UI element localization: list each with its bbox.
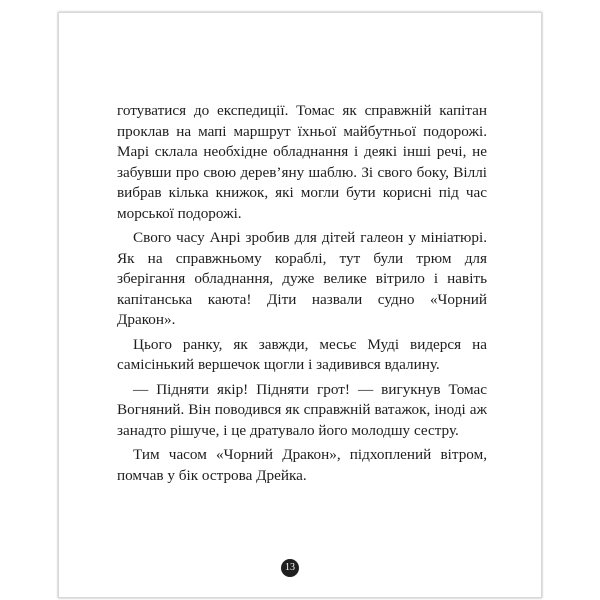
paragraph-4: — Підняти якір! Підняти грот! — вигукнув Томас Вогняний. Він поводився як справжній ватажок, іноді аж занадто рішуче, і це дратувало його молодшу сестру. (117, 380, 487, 439)
paragraph-1: готуватися до експедиції. Томас як справжній капітан проклав на мапі маршрут їхньої майбутньої подорожі. Марі склала необхідне обладнання і деякі інші речі, не забувши про свою дерев’яну шаблю. Зі свого боку, Віллі вибрав кілька книжок, які могли бути корисні під час морської подорожі. (117, 102, 487, 222)
body-text (117, 101, 487, 490)
paragraph-2: Свого часу Анрі зробив для дітей галеон у мініатюрі. Як на справжньому кораблі, тут були трюм для зберігання обладнання, дуже велике вітрило і навіть капітанська каюта! Діти назвали судно «Чорний Дракон». (117, 229, 487, 328)
paragraph-5: Тим часом «Чорний Дракон», підхоплений вітром, помчав у бік острова Дрейка. (117, 446, 487, 484)
page-number-badge: 13 (281, 559, 299, 577)
paragraph-3: Цього ранку, як завжди, месьє Муді видерся на самісінький вершечок щогли і задивився вдалину. (117, 335, 487, 373)
book-page (58, 12, 542, 598)
